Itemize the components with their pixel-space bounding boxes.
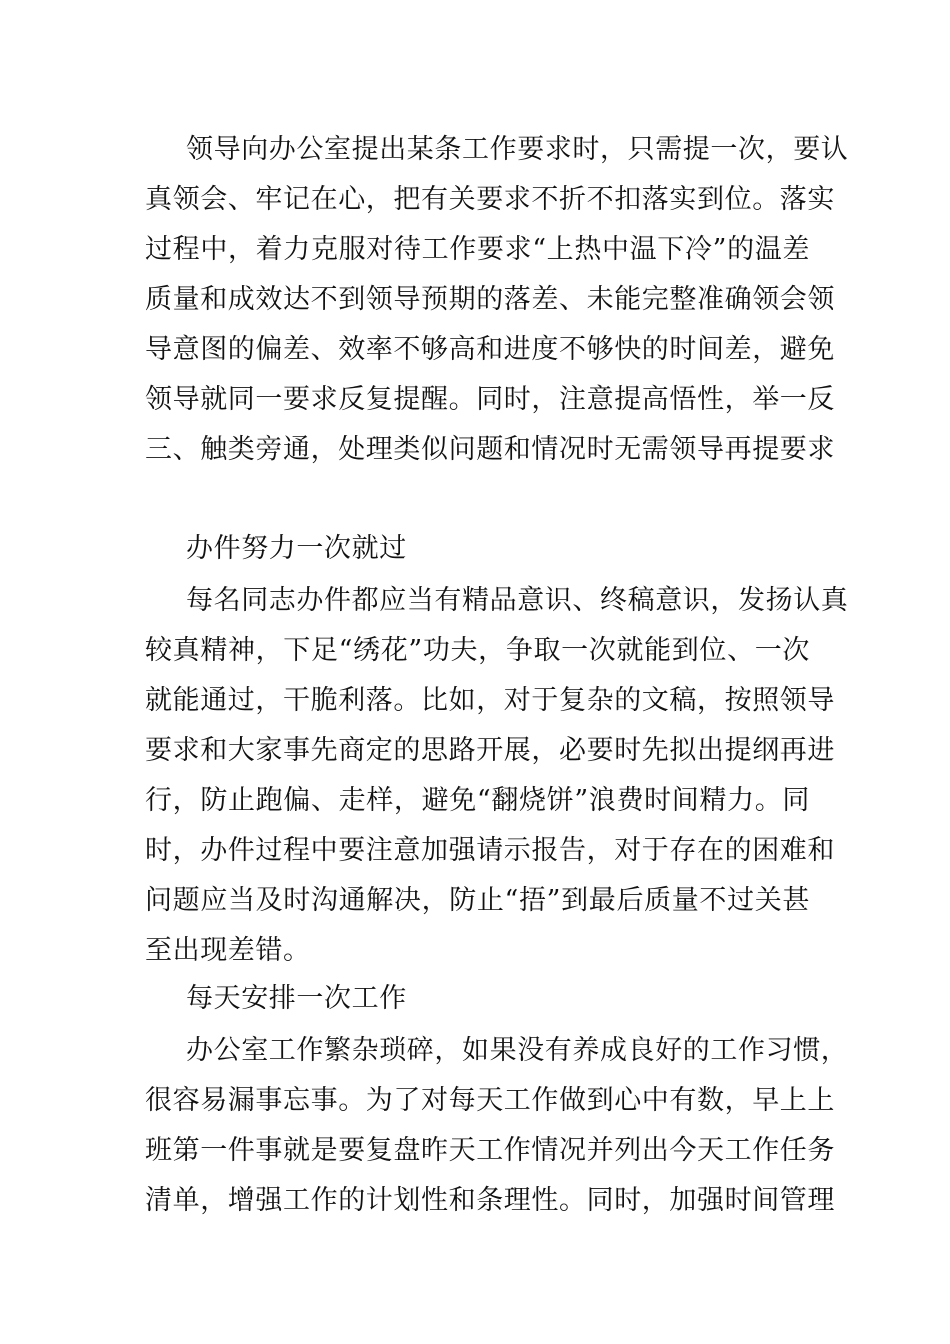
- paragraph-line: 问题应当及时沟通解决，防止“捂”到最后质量不过关甚: [145, 885, 810, 916]
- paragraph-line: 质量和成效达不到领导预期的落差、未能完整准确领会领: [145, 284, 835, 315]
- section-heading: 办件努力一次就过: [186, 533, 407, 564]
- paragraph-line: 至出现差错。: [145, 935, 311, 966]
- paragraph-line: 班第一件事就是要复盘昨天工作情况并列出今天工作任务: [145, 1135, 835, 1166]
- paragraph-line: 清单，增强工作的计划性和条理性。同时，加强时间管理: [145, 1185, 835, 1216]
- paragraph-line: 办公室工作繁杂琐碎，如果没有养成良好的工作习惯，: [186, 1035, 849, 1066]
- section-heading: 每天安排一次工作: [186, 983, 407, 1014]
- paragraph-line: 三、触类旁通，处理类似问题和情况时无需领导再提要求: [145, 434, 835, 465]
- paragraph-line: 很容易漏事忘事。为了对每天工作做到心中有数，早上上: [145, 1085, 835, 1116]
- paragraph-line: 要求和大家事先商定的思路开展，必要时先拟出提纲再进: [145, 735, 835, 766]
- paragraph-line: 就能通过，干脆利落。比如，对于复杂的文稿，按照领导: [145, 685, 835, 716]
- paragraph-line: 领导就同一要求反复提醒。同时，注意提高悟性，举一反: [145, 384, 835, 415]
- paragraph-line: 每名同志办件都应当有精品意识、终稿意识，发扬认真: [186, 585, 849, 616]
- paragraph-line: 行，防止跑偏、走样，避免“翻烧饼”浪费时间精力。同: [145, 785, 810, 816]
- paragraph-line: 导意图的偏差、效率不够高和进度不够快的时间差，避免: [145, 334, 835, 365]
- paragraph-line: 过程中，着力克服对待工作要求“上热中温下冷”的温差: [145, 234, 810, 265]
- paragraph-line: 真领会、牢记在心，把有关要求不折不扣落实到位。落实: [145, 184, 835, 215]
- paragraph-line: 领导向办公室提出某条工作要求时，只需提一次，要认: [186, 134, 849, 165]
- paragraph-line: 较真精神，下足“绣花”功夫，争取一次就能到位、一次: [145, 635, 810, 666]
- paragraph-line: 时，办件过程中要注意加强请示报告，对于存在的困难和: [145, 835, 835, 866]
